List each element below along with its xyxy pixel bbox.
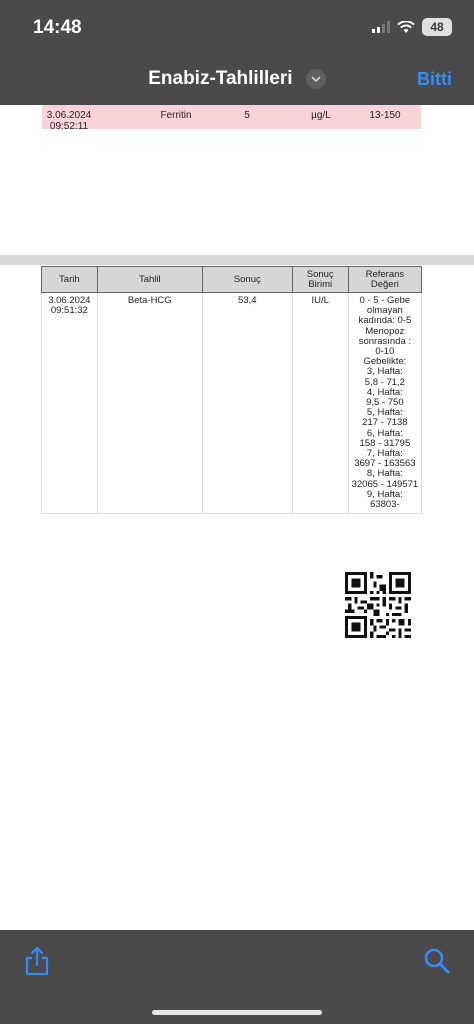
header-reference	[348, 267, 421, 293]
reference-line: 5, Hafta:	[366, 407, 403, 419]
header-reference-line1: Referans	[365, 268, 405, 280]
reference-line: 63803-	[370, 499, 400, 511]
ferritin-result-row	[42, 105, 421, 132]
table-header-row	[42, 267, 422, 293]
ferritin-reference: 13-150	[369, 110, 401, 121]
header-unit-line1: Sonuç	[306, 268, 334, 280]
reference-line: 4, Hafta:	[366, 386, 403, 398]
reference-line: 8, Hafta:	[366, 468, 403, 480]
reference-line: 3, Hafta:	[366, 366, 403, 378]
row-result: 53,4	[202, 293, 292, 514]
row-date-cell	[42, 293, 98, 514]
header-date: Tarih	[42, 267, 98, 293]
ferritin-time: 09:52:11	[49, 121, 89, 132]
header-result: Sonuç	[202, 267, 292, 293]
reference-line: Menopoz	[365, 325, 405, 337]
row-reference	[348, 293, 421, 514]
done-button[interactable]: Bitti	[417, 69, 452, 89]
reference-line: kadında: 0-5	[358, 315, 412, 327]
lab-results-table	[41, 266, 422, 514]
reference-line: 5,8 - 71,2	[364, 376, 405, 388]
row-test: Beta-HCG	[97, 293, 202, 514]
reference-lines	[351, 296, 419, 510]
share-icon[interactable]	[24, 946, 50, 976]
header-test: Tahlil	[97, 267, 202, 293]
status-icons	[372, 18, 452, 36]
header-reference-line2: Değeri	[370, 278, 399, 290]
reference-line: 0 - 5 - Gebe	[359, 295, 411, 306]
status-time: 14:48	[33, 17, 82, 38]
cellular-signal-icon	[372, 21, 390, 33]
reference-line: 217 - 7138	[362, 417, 408, 429]
page-separator	[0, 255, 474, 265]
battery-indicator: 48	[422, 18, 452, 36]
reference-line: 9, Hafta:	[366, 488, 403, 500]
title-menu-button[interactable]	[306, 69, 326, 89]
reference-line: Gebelikte:	[363, 356, 407, 368]
header-unit-line2: Birimi	[308, 278, 333, 290]
chevron-down-icon	[306, 69, 326, 89]
ferritin-result: 5	[244, 110, 250, 121]
row-unit: IU/L	[292, 293, 348, 514]
wifi-icon	[397, 21, 415, 34]
document-page-2	[0, 265, 474, 930]
status-bar	[0, 0, 474, 54]
reference-line: 9,5 - 750	[366, 397, 404, 409]
ferritin-date-cell	[42, 110, 96, 132]
ferritin-date: 3.06.2024	[46, 110, 92, 121]
document-title[interactable]	[0, 68, 474, 90]
search-icon[interactable]	[424, 948, 450, 974]
reference-line: 7, Hafta:	[366, 448, 403, 460]
home-indicator	[152, 1010, 322, 1015]
reference-line: olmayan	[366, 305, 403, 317]
reference-line: sonrasında :	[358, 335, 412, 347]
reference-line: 6, Hafta:	[366, 427, 403, 439]
reference-line: 158 - 31795	[359, 437, 411, 449]
qr-code-icon	[345, 572, 411, 638]
header-unit	[292, 267, 348, 293]
document-page-1	[0, 105, 474, 255]
document-title-text: Enabiz-Tahlilleri	[148, 68, 293, 89]
table-row	[42, 293, 422, 514]
bottom-toolbar	[0, 930, 474, 1024]
ferritin-unit: µg/L	[311, 110, 331, 121]
navigation-bar	[0, 54, 474, 105]
row-time: 09:51:32	[50, 305, 88, 317]
reference-line: 3697 - 163563	[354, 458, 416, 470]
row-date: 3.06.2024	[48, 295, 91, 306]
reference-line: 0-10	[375, 346, 395, 358]
ferritin-test-name: Ferritin	[160, 110, 192, 121]
reference-line: 32065 - 149571	[351, 478, 419, 490]
